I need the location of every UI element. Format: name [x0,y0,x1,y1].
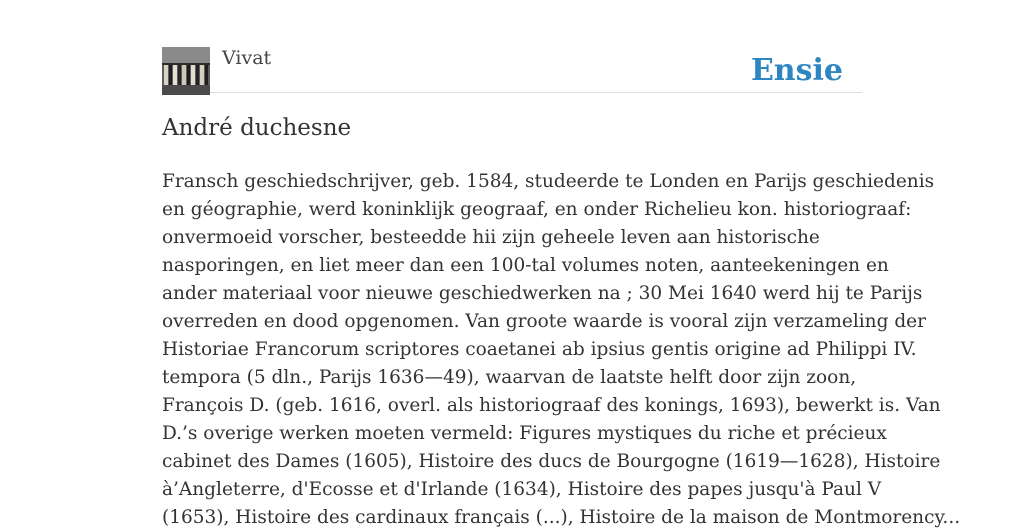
brand-logo-link[interactable]: Ensie [750,53,843,88]
article-line: Fransch geschiedschrijver, geb. 1584, studeerde te Londen en Parijs geschiedenis [162,171,935,192]
header [162,46,862,93]
article-line: à’Angleterre, d'Ecosse et d'Irlande (1634), Histoire des papes jusqu'à Paul V [162,479,882,500]
article-body [162,168,961,532]
article-line: overreden en dood opgenomen. Van groote waarde is vooral zijn verzameling der [162,311,926,332]
article-line: nasporingen, en liet meer dan een 100-tal volumes noten, aanteekeningen en [162,255,889,276]
avatar[interactable] [162,47,210,95]
article-line: tempora (5 dln., Parijs 1636—49), waarvan de laatste helft door zijn zoon, [162,367,857,388]
article-line: François D. (geb. 1616, overl. als historiograaf des konings, 1693), bewerkt is. Van [162,395,941,416]
source-name[interactable]: Vivat [222,47,272,69]
article-line: onvermoeid vorscher, besteedde hii zijn geheele leven aan historische [162,227,820,248]
article-line: cabinet des Dames (1605), Histoire des ducs de Bourgogne (1619—1628), Histoire [162,451,941,472]
article-title: André duchesne [162,115,352,141]
article-line: D.’s overige werken moeten vermeld: Figures mystiques du riche et précieux [162,423,887,444]
book-spines-icon [162,47,210,95]
article-line: ander materiaal voor nieuwe geschiedwerken na ; 30 Mei 1640 werd hij te Parijs [162,283,923,304]
article-line: en géographie, werd koninklijk geograaf, en onder Richelieu kon. historiograaf: [162,199,912,220]
article-line: (1653), Histoire des cardinaux français (...), Histoire de la maison de Montmorency... [162,507,961,528]
article-line: Historiae Francorum scriptores coaetanei ab ipsius gentis origine ad Philippi IV. [162,339,917,360]
